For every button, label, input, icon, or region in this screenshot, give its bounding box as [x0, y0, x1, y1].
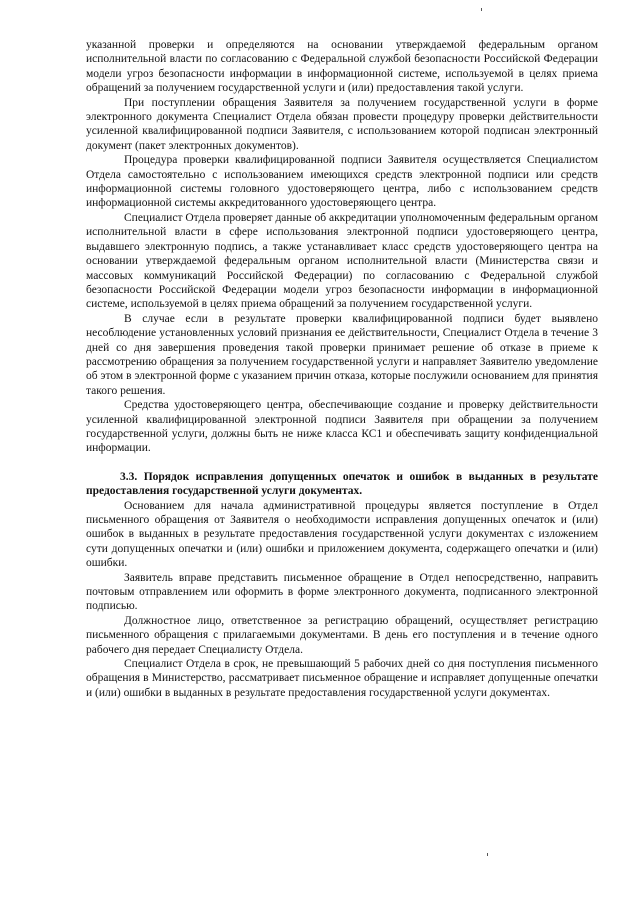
paragraph: Заявитель вправе представить письменное обращение в Отдел непосредственно, направить почтовым отправлением или оформить в форме электронного документа, подписанного электронной подписью. — [86, 571, 598, 613]
paragraph: При поступлении обращения Заявителя за получением государственной услуги в форме электронного документа Специалист Отдела обязан провести процедуру проверки действительности усиленной квалифицированной подписи Заявителя, с использованием которой подписан электронный документ (пакет электронных документов). — [86, 96, 598, 152]
paragraph: Средства удостоверяющего центра, обеспечивающие создание и проверку действительности усиленной квалифицированной электронной подписи Заявителя при обращении за получением государственной услуги, должны быть не ниже класса КС1 и обеспечивать защиту конфиденциальной информации. — [86, 399, 598, 455]
paragraph: Должностное лицо, ответственное за регистрацию обращений, осуществляет регистрацию письменного обращения с прилагаемыми документами. В день его поступления и в течение одного рабочего дня передает Специалисту Отдела. — [86, 614, 598, 656]
paragraph: Специалист Отдела в срок, не превышающий 5 рабочих дней со дня поступления письменного обращения в Министерство, рассматривает письменное обращение и исправляет допущенные опечатки и (или) ошибки в выданных в результате предоставления государственной услуги документах. — [86, 658, 598, 699]
section-spacer — [86, 456, 598, 470]
paragraph: указанной проверки и определяются на основании утверждаемой федеральным органом исполнительной власти по согласованию с Федеральной службой безопасности Российской Федерации модели угроз безопасности информации в информационной системе, используемой в целях приема обращений за получением государственной услуги и (или) предоставления такой услуги. — [86, 39, 598, 95]
paragraph: Специалист Отдела проверяет данные об аккредитации уполномоченным федеральным органом исполнительной власти в сфере использования электронной подписи удостоверяющего центра, выдавшего электронную подпись, а также устанавливает класс средств удостоверяющего центра на основании утверждаемой федеральным органом исполнительной власти (Министерства связи и массовых коммуникаций Российской Федерации) по согласованию с Федеральной службой безопасности Российской Федерации модели угроз безопасности информации в информационной системе, используемой в целях приема обращений за получением государственной услуги. — [86, 211, 598, 311]
document-body — [86, 38, 598, 700]
paragraph: Процедура проверки квалифицированной подписи Заявителя осуществляется Специалистом Отдела самостоятельно с использованием имеющихся средств электронной подписи или средств информационной системы головного удостоверяющего центра, либо с использованием средств информационной системы аккредитованного удостоверяющего центра. — [86, 154, 598, 210]
section-heading: 3.3. Порядок исправления допущенных опечаток и ошибок в выданных в результате предоставления государственной услуги документах. — [86, 470, 598, 498]
paragraph: Основанием для начала административной процедуры является поступление в Отдел письменного обращения от Заявителя о необходимости исправления допущенных опечаток и (или) ошибок в выданных в результате предоставления государственной услуги документах с изложением сути допущенных опечатки и (или) ошибки и приложением документа, содержащего опечатки и (или) ошибки. — [86, 499, 598, 570]
scan-speck — [481, 8, 482, 11]
scan-speck — [487, 853, 488, 856]
paragraph: В случае если в результате проверки квалифицированной подписи будет выявлено несоблюдение установленных условий признания ее действительности, Специалист Отдела в течение 3 дней со дня завершения проведения такой проверки принимает решение об отказе в приеме к рассмотрению обращения за получением государственной услуги и направляет Заявителю уведомление об этом в электронной форме с указанием причин отказа, которые послужили основанием для принятия такого решения. — [86, 312, 598, 397]
